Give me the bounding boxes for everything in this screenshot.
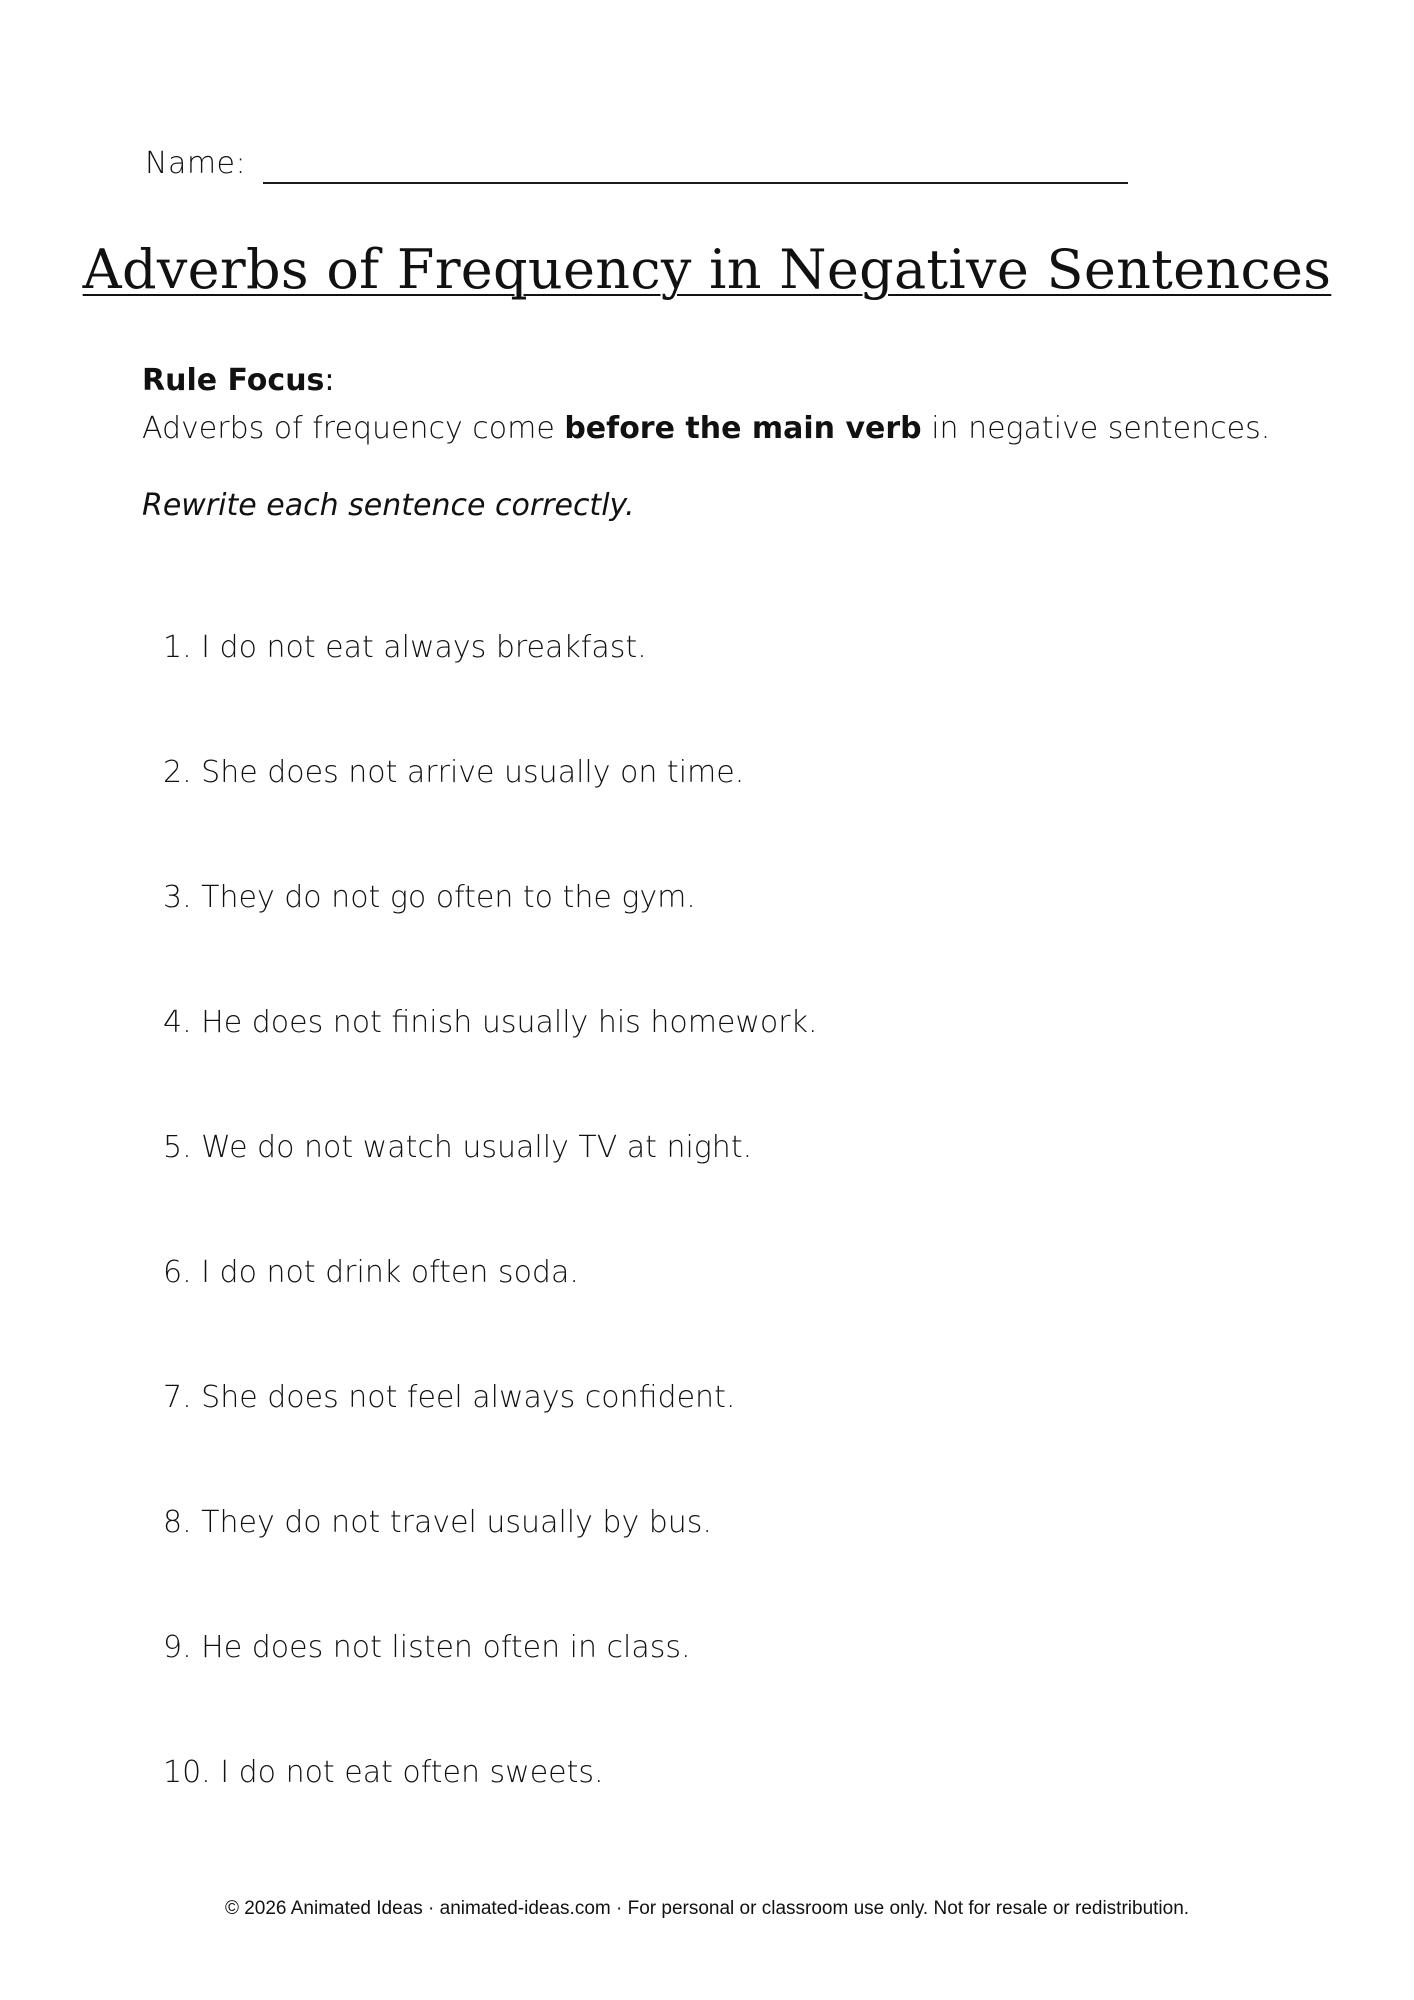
question-item: 9. He does not listen often in class.	[163, 1630, 691, 1665]
question-item: 5. We do not watch usually TV at night.	[163, 1130, 753, 1165]
rule-text-after: in negative sentences.	[921, 411, 1271, 446]
rule-focus-block	[142, 360, 1342, 450]
rule-text	[142, 408, 1342, 450]
name-row	[145, 140, 1135, 190]
name-label: Name:	[145, 146, 247, 181]
question-item: 7. She does not feel always confident.	[163, 1380, 736, 1415]
rule-heading	[142, 360, 1342, 402]
question-item: 10. I do not eat often sweets.	[163, 1755, 604, 1790]
question-list	[163, 628, 818, 1878]
question-item: 1. I do not eat always breakfast.	[163, 630, 647, 665]
rule-heading-label: Rule Focus	[142, 363, 325, 398]
name-write-line	[263, 182, 1128, 184]
question-item: 2. She does not arrive usually on time.	[163, 755, 745, 790]
copyright-footer: © 2026 Animated Ideas · animated-ideas.com · For personal or classroom use only. Not for resale or redistribution.	[224, 1898, 1190, 1919]
question-item: 4. He does not finish usually his homework.	[163, 1005, 818, 1040]
rule-text-before: Adverbs of frequency come	[142, 411, 565, 446]
worksheet-title: Adverbs of Frequency in Negative Sentences	[82, 238, 1332, 301]
question-item: 6. I do not drink often soda.	[163, 1255, 579, 1290]
question-item: 3. They do not go often to the gym.	[163, 880, 696, 915]
question-item: 8. They do not travel usually by bus.	[163, 1505, 712, 1540]
rule-text-bold: before the main verb	[564, 411, 922, 446]
instruction: Rewrite each sentence correctly.	[142, 488, 635, 523]
rule-heading-colon: :	[324, 363, 335, 398]
